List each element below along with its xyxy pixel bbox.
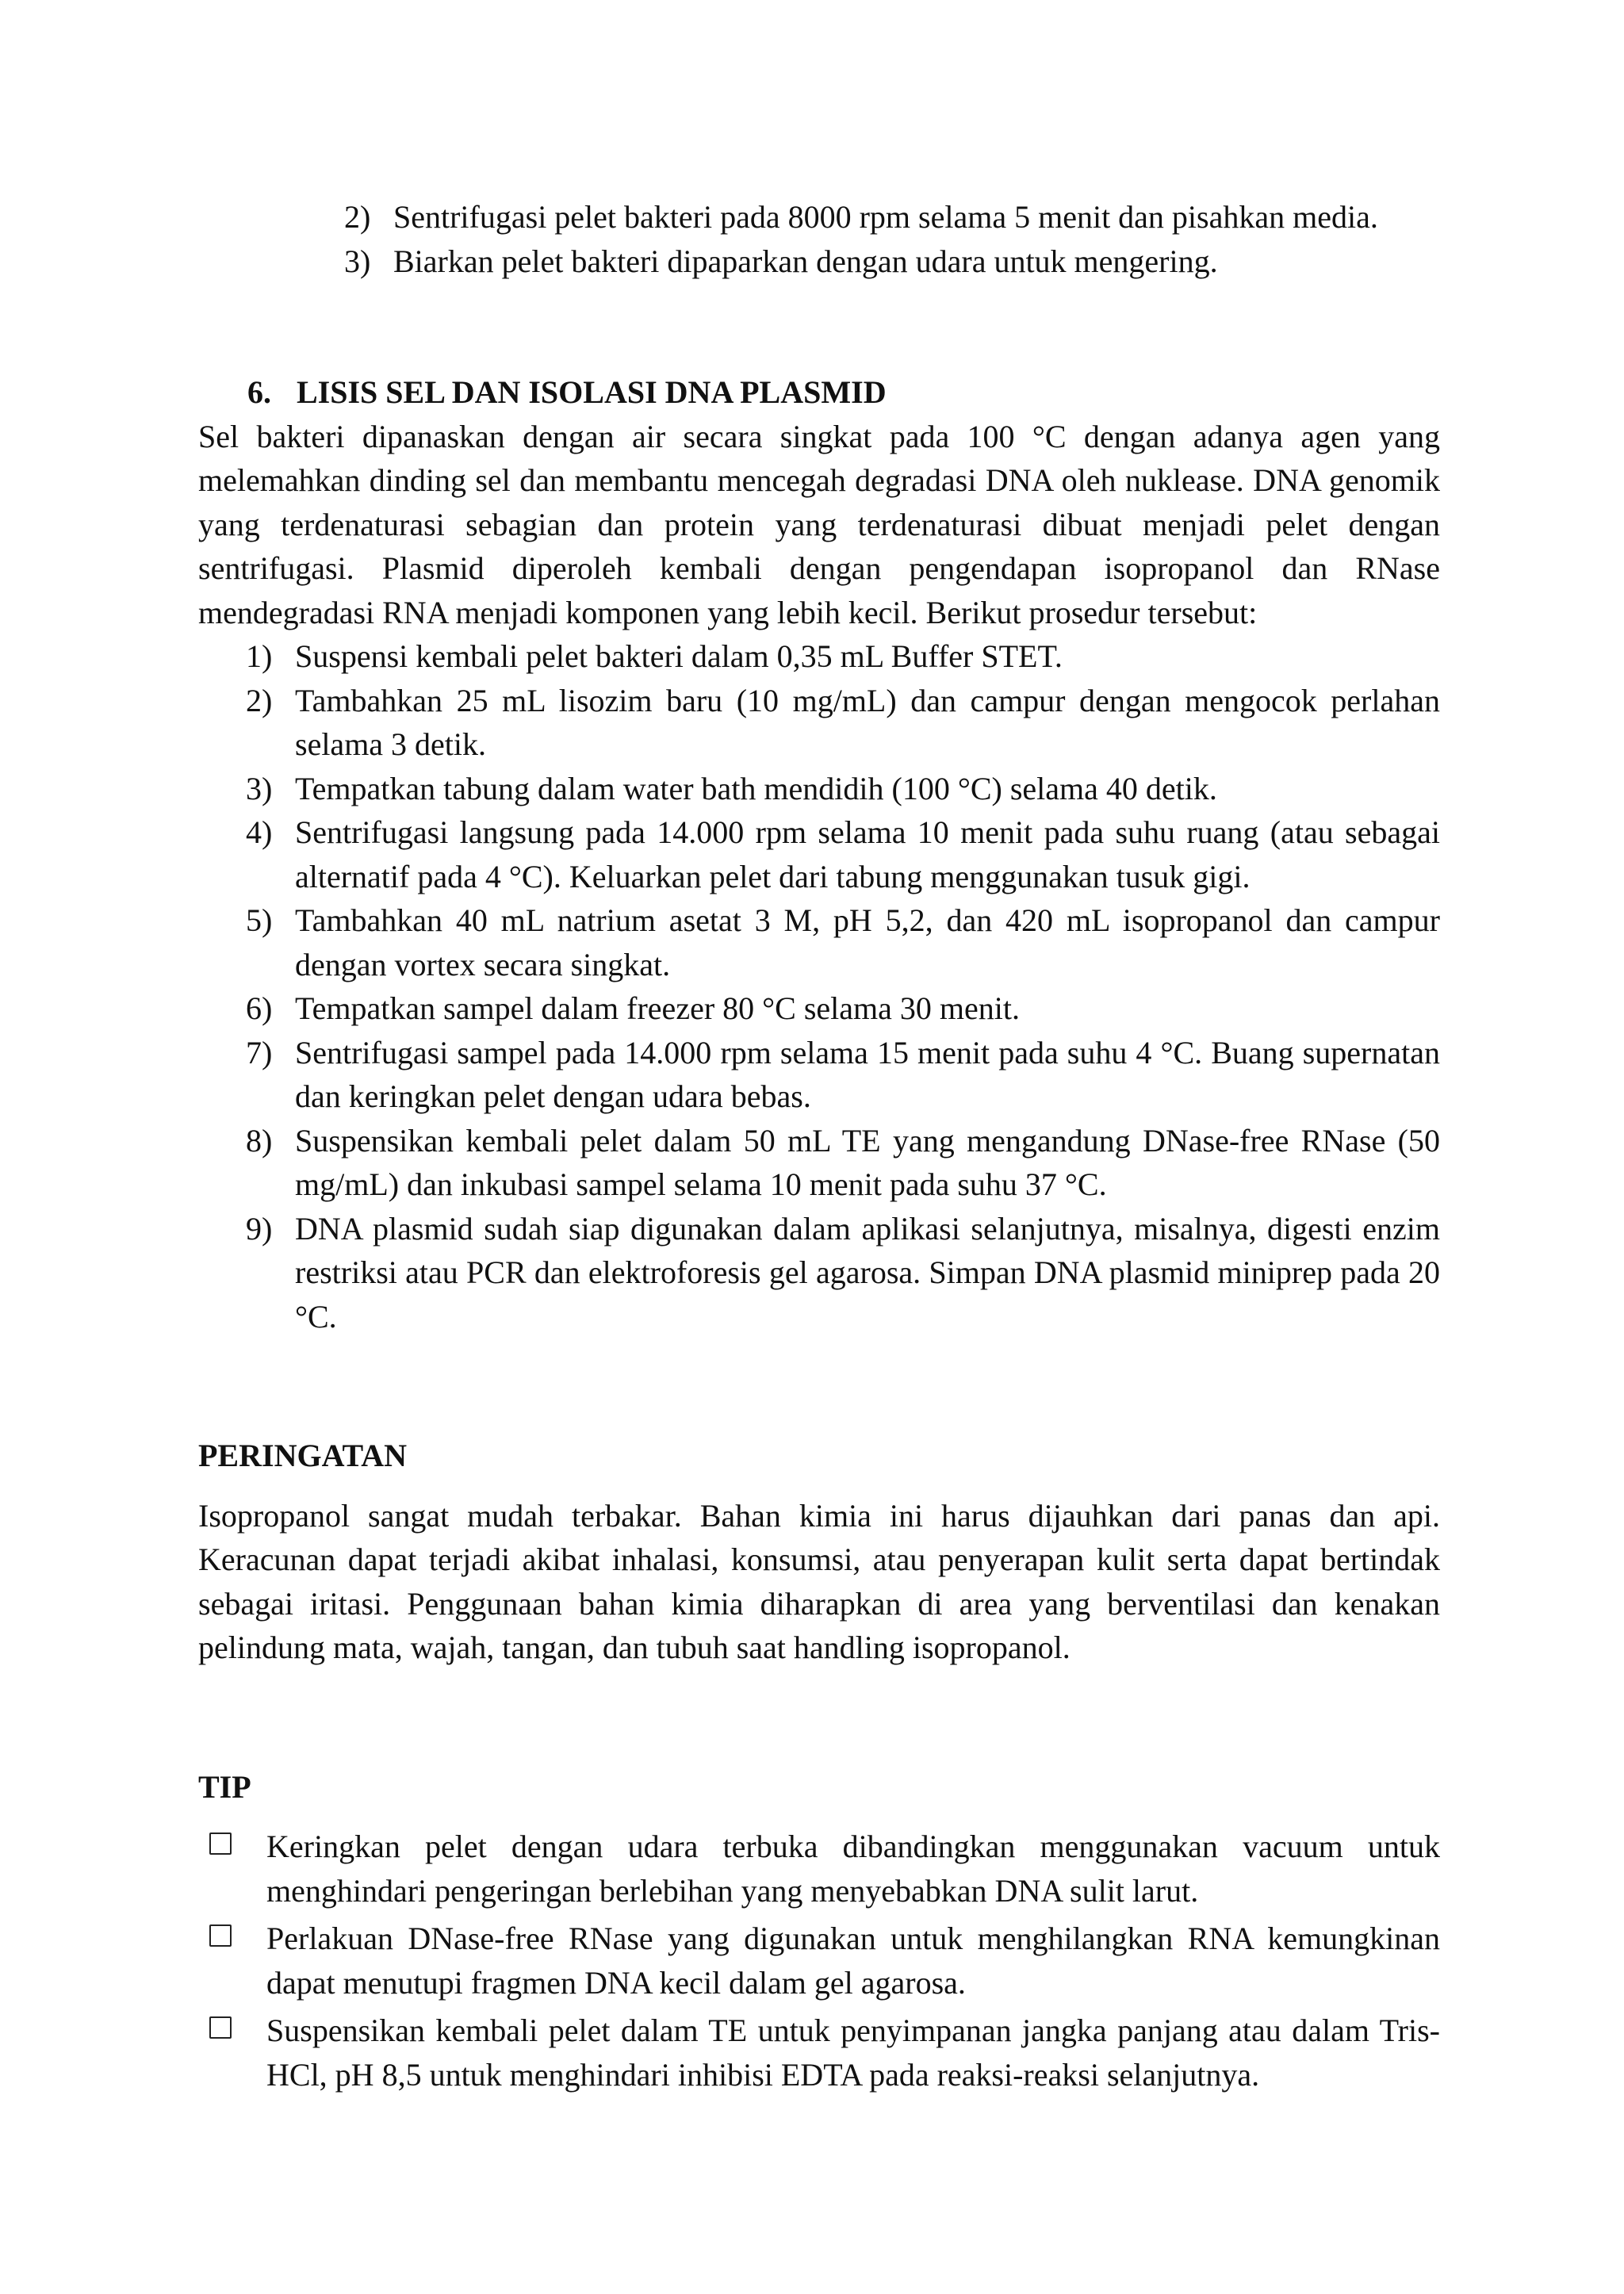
step-text: Tempatkan sampel dalam freezer 80 °C selama 30 menit. xyxy=(295,990,1020,1026)
step-text: Tambahkan 25 mL lisozim baru (10 mg/mL) dan campur dengan mengocok perlahan selama 3 detik. xyxy=(295,682,1440,762)
list-item xyxy=(246,810,1440,898)
list-item xyxy=(246,1119,1440,1207)
section-intro-paragraph: Sel bakteri dipanaskan dengan air secara singkat pada 100 °C dengan adanya agen yang melemahkan dinding sel dan membantu mencegah degradasi DNA oleh nuklease. DNA genomik yang terdenaturasi sebagian dan protein yang terdenaturasi dibuat menjadi pelet dengan sentrifugasi. Plasmid diperoleh kembali dengan pengendapan isopropanol dan RNase mendegradasi RNA menjadi komponen yang lebih kecil. Berikut prosedur tersebut: xyxy=(198,418,1440,630)
step-number: 2) xyxy=(344,199,371,235)
tip-item xyxy=(209,1917,1440,2005)
list-item xyxy=(344,239,1440,284)
step-number: 9) xyxy=(246,1210,273,1247)
list-item xyxy=(246,1207,1440,1339)
list-item xyxy=(246,767,1440,811)
step-text: Biarkan pelet bakteri dipaparkan dengan udara untuk mengering. xyxy=(393,243,1218,279)
step-text: Sentrifugasi langsung pada 14.000 rpm selama 10 menit pada suhu ruang (atau sebagai alternatif pada 4 °C). Keluarkan pelet dari tabung menggunakan tusuk gigi. xyxy=(295,814,1440,894)
tip-text: Keringkan pelet dengan udara terbuka dibandingkan menggunakan vacuum untuk menghindari pengeringan berlebihan yang menyebabkan DNA sulit larut. xyxy=(266,1829,1440,1909)
list-item xyxy=(246,1031,1440,1119)
tip-text: Suspensikan kembali pelet dalam TE untuk penyimpanan jangka panjang atau dalam Tris-HCl, pH 8,5 untuk menghindari inhibisi EDTA pada reaksi-reaksi selanjutnya. xyxy=(266,2013,1440,2093)
list-item xyxy=(246,898,1440,986)
tip-text: Perlakuan DNase-free RNase yang digunakan untuk menghilangkan RNA kemungkinan dapat menutupi fragmen DNA kecil dalam gel agarosa. xyxy=(266,1921,1440,2001)
step-text: Tempatkan tabung dalam water bath mendidih (100 °C) selama 40 detik. xyxy=(295,770,1217,806)
tip-list xyxy=(198,1825,1440,2097)
tip-heading: TIP xyxy=(198,1768,251,1805)
section-number: 6. xyxy=(247,374,271,410)
step-number: 1) xyxy=(246,638,273,674)
step-number: 8) xyxy=(246,1122,273,1158)
step-number: 7) xyxy=(246,1034,273,1070)
list-item xyxy=(344,195,1440,239)
section-title: LISIS SEL DAN ISOLASI DNA PLASMID xyxy=(297,374,887,410)
section-heading xyxy=(198,370,1440,415)
step-text: Sentrifugasi pelet bakteri pada 8000 rpm selama 5 menit dan pisahkan media. xyxy=(393,199,1378,235)
step-text: Tambahkan 40 mL natrium asetat 3 M, pH 5,2, dan 420 mL isopropanol dan campur dengan vortex secara singkat. xyxy=(295,902,1440,982)
checkbox-icon xyxy=(209,1924,232,1947)
checkbox-icon xyxy=(209,1833,232,1855)
step-number: 5) xyxy=(246,902,273,938)
list-item xyxy=(246,634,1440,679)
step-number: 6) xyxy=(246,990,273,1026)
page-content xyxy=(198,195,1440,2101)
checkbox-icon xyxy=(209,2016,232,2039)
step-text: Sentrifugasi sampel pada 14.000 rpm selama 15 menit pada suhu 4 °C. Buang supernatan dan keringkan pelet dengan udara bebas. xyxy=(295,1034,1440,1114)
warning-heading: PERINGATAN xyxy=(198,1438,407,1473)
list-item xyxy=(246,986,1440,1031)
step-text: Suspensi kembali pelet bakteri dalam 0,35 mL Buffer STET. xyxy=(295,638,1063,674)
tip-item xyxy=(209,1825,1440,1913)
step-number: 3) xyxy=(344,243,371,279)
previous-section-steps xyxy=(344,195,1440,283)
tip-item xyxy=(209,2009,1440,2097)
step-number: 4) xyxy=(246,814,273,850)
step-text: Suspensikan kembali pelet dalam 50 mL TE yang mengandung DNase-free RNase (50 mg/mL) dan inkubasi sampel selama 10 menit pada suhu 37 °C. xyxy=(295,1122,1440,1202)
list-item xyxy=(246,679,1440,767)
warning-paragraph: Isopropanol sangat mudah terbakar. Bahan kimia ini harus dijauhkan dari panas dan api. Keracunan dapat terjadi akibat inhalasi, konsumsi, atau penyerapan kulit serta dapat bertindak sebagai iritasi. Penggunaan bahan kimia diharapkan di area yang berventilasi dan kenakan pelindung mata, wajah, tangan, dan tubuh saat handling isopropanol. xyxy=(198,1497,1440,1665)
step-number: 2) xyxy=(246,682,273,718)
procedure-steps xyxy=(246,634,1440,1338)
step-text: DNA plasmid sudah siap digunakan dalam aplikasi selanjutnya, misalnya, digesti enzim restriksi atau PCR dan elektroforesis gel agarosa. Simpan DNA plasmid miniprep pada 20 °C. xyxy=(295,1210,1440,1335)
step-number: 3) xyxy=(246,770,273,806)
